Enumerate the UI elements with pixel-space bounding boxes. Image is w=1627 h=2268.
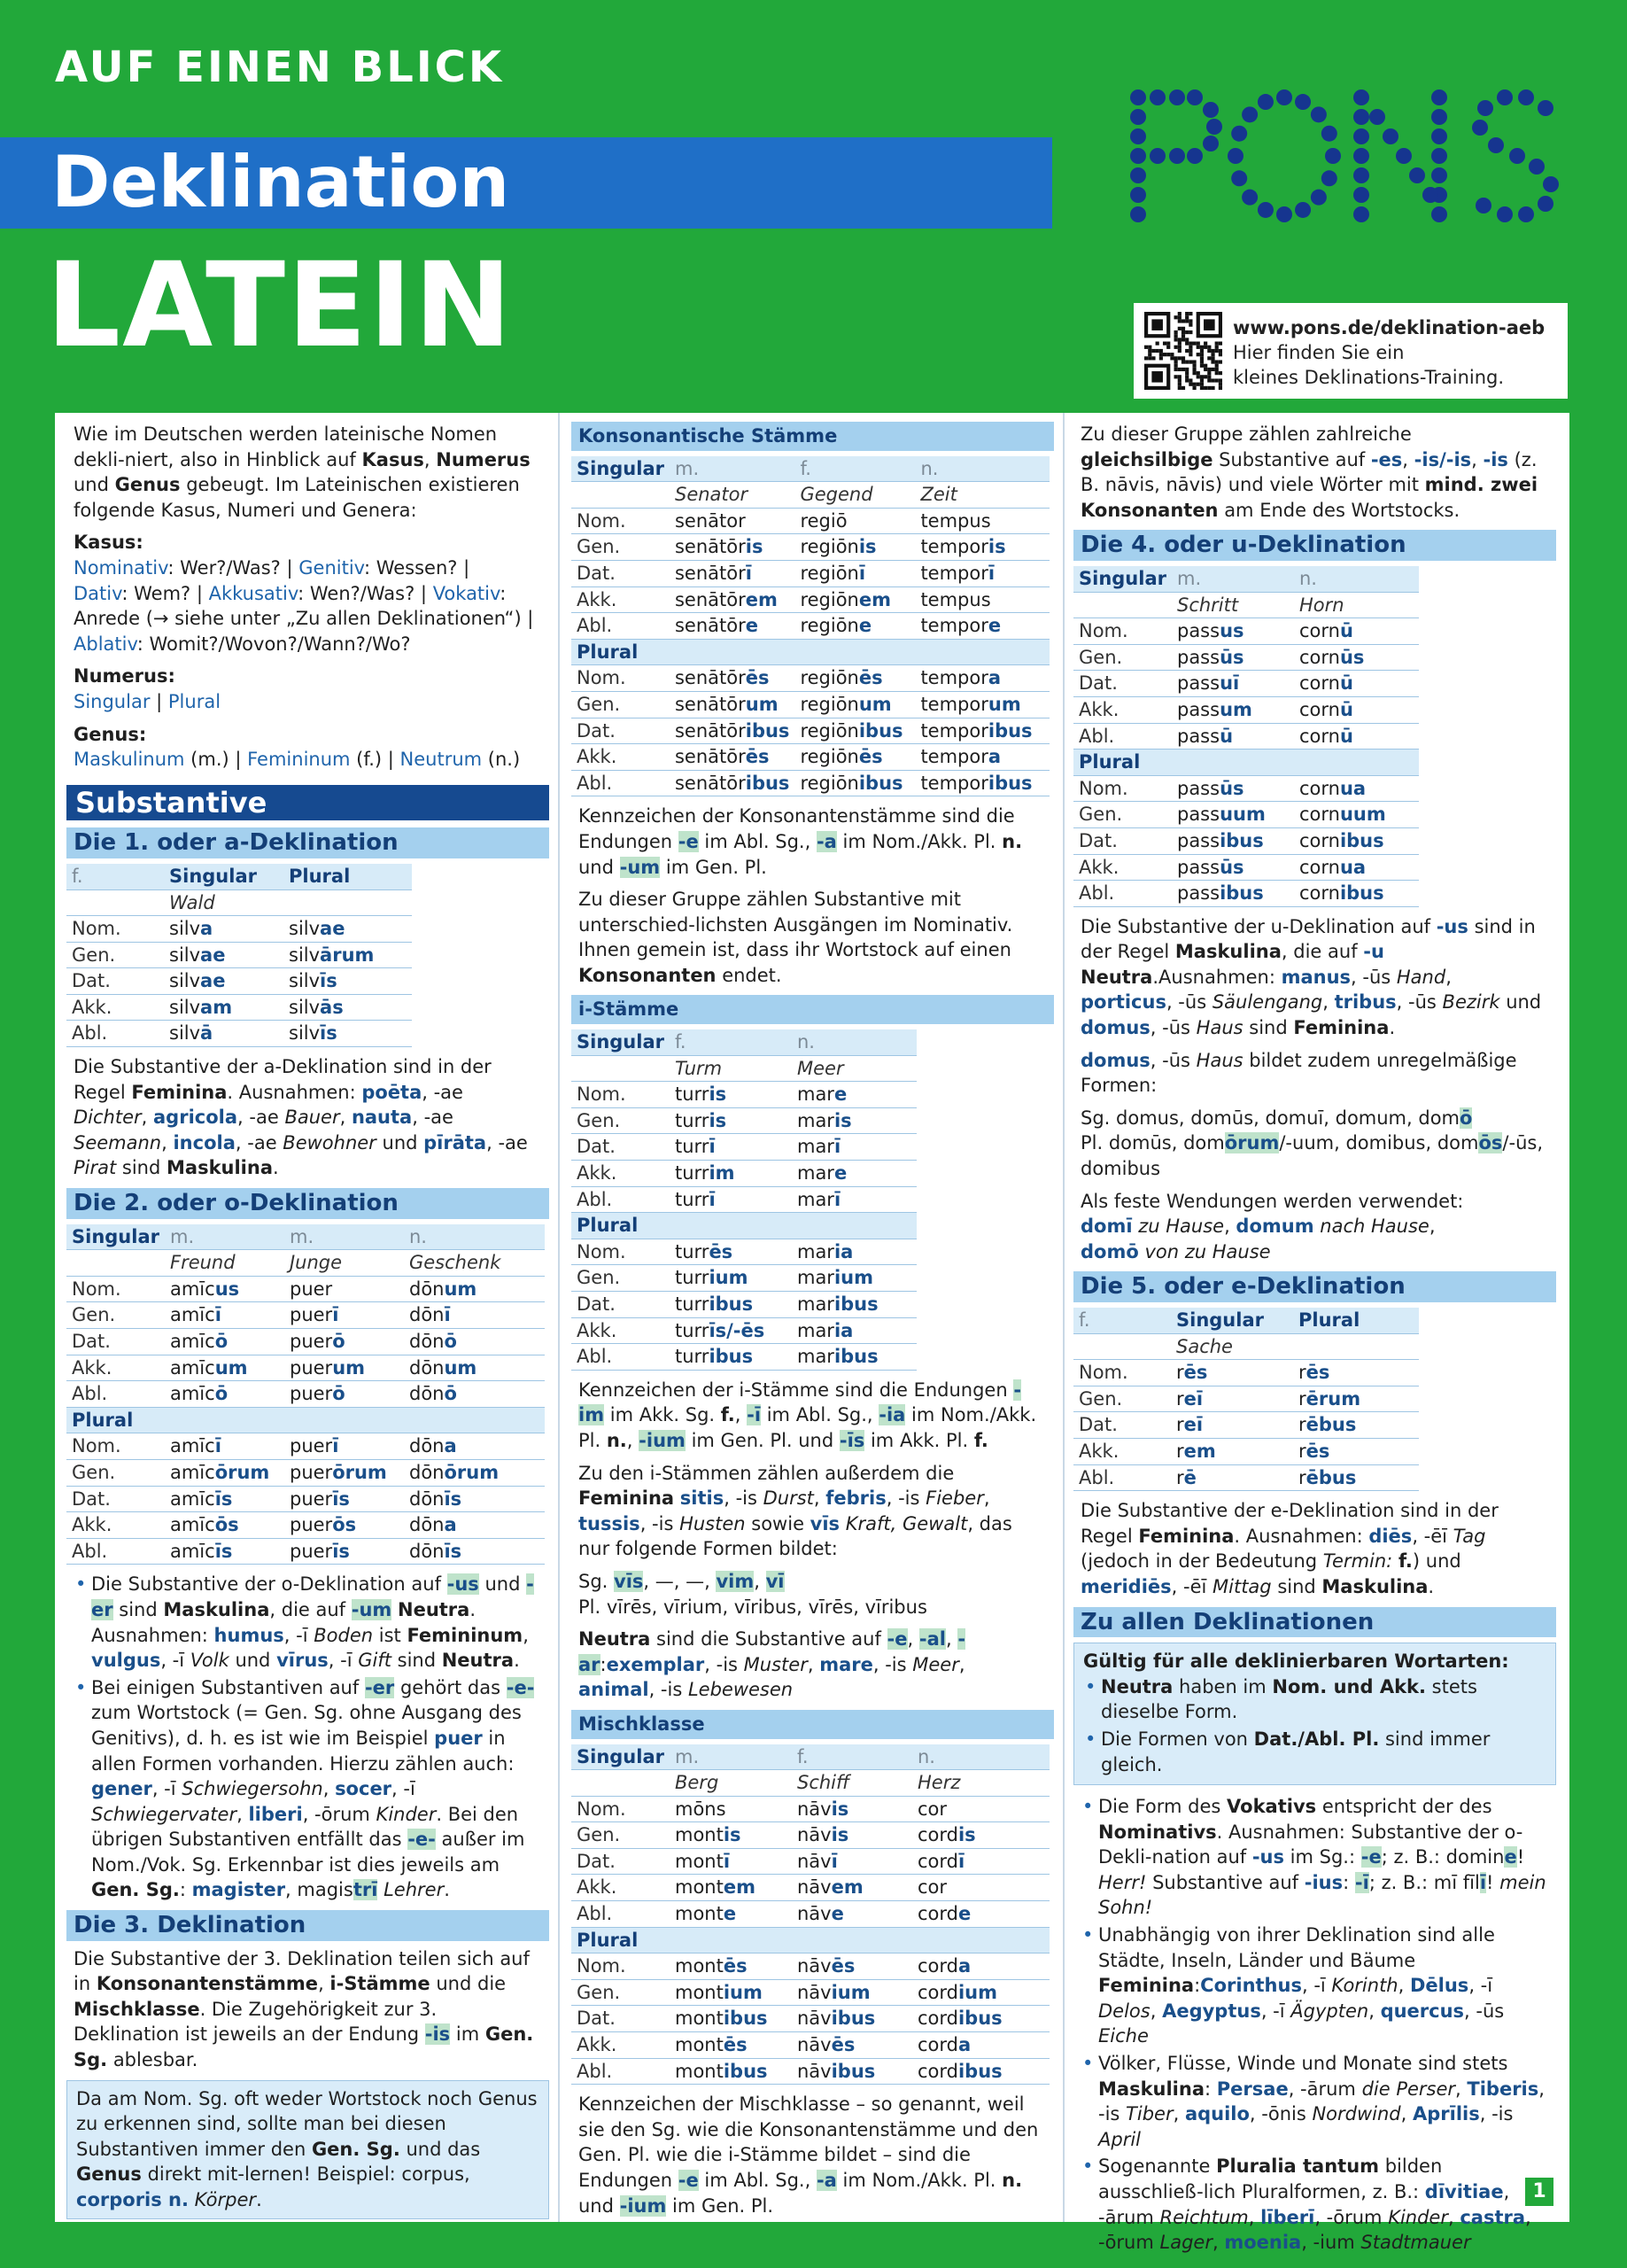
pons-logo [1129, 89, 1572, 230]
table-row: Dat. senātōrī regiōnī temporī [571, 560, 1050, 586]
table-row: Nom. turris mare [571, 1082, 917, 1108]
table-row: Gen. amīcōrum puerōrum dōnōrum [66, 1459, 545, 1486]
u-note-2: domus, -ūs Haus bildet zudem unregelmäßige Formen: [1081, 1049, 1517, 1097]
e-note: Die Substantive der e-Deklination sind in der Regel Feminina. Ausnahmen: diēs, -ēī Tag (jedoch in der Bedeutung Termin: f.) und meridiēs, -ēī Mittag sind Maskulina. [1081, 1500, 1499, 1597]
table-row: Gen. passūs cornūs [1073, 644, 1419, 671]
table-row: Gen. turris maris [571, 1107, 917, 1134]
o-deklination-notes [74, 1572, 542, 1903]
list-item: • Die Form des Vokativs entspricht der des Nominativs. Ausnahmen: Substantive der o-Dekli-nation auf -us im Sg.: -e; z. B.: domine! Herr! Substantive auf -ius: -ī; z. B.: mī fīlī! mein Sohn! [1081, 1794, 1549, 1921]
list-item: • Sogenannte Pluralia tantum bilden ausschließ-lich Pluralformen, z. B.: dīvitiae, -ārum Reichtum, līberī, -ōrum Kinder, castra, -ōrum Lager, moenia, -ium Stadtmauer [1081, 2154, 1549, 2255]
table-row: Dat. silvae silvīs [66, 968, 412, 995]
table-row: Gen. turrium marium [571, 1265, 917, 1292]
misch-note: Kennzeichen der Mischklasse – so genannt, weil sie den Sg. wie die Konsonantenstämme und den Gen. Pl. wie die i-Stämme bildet – sind die Endungen -e im Abl. Sg., -a im Nom./Akk. Pl. n. und -ium im Gen. Pl. [578, 2093, 1039, 2217]
section-i-staemme: i-Stämme [571, 995, 1054, 1024]
table-row: Akk. senātōrem regiōnem tempus [571, 586, 1050, 613]
section-3-deklination: Die 3. Deklination [66, 1910, 549, 1941]
table-row: Akk. passūs cornua [1073, 854, 1419, 881]
table-row: Akk. turrim mare [571, 1161, 917, 1187]
kons-note-1: Kennzeichen der Konsonantenstämme sind die Endungen -e im Abl. Sg., -a im Nom./Akk. Pl. n. und -um im Gen. Pl. [578, 805, 1023, 878]
genus-list: Maskulinum (m.) | Femininum (f.) | Neutrum (n.) [74, 749, 521, 771]
table-row: Gen. amīcī puerī dōnī [66, 1302, 545, 1329]
table-row: Nom. silva silvae [66, 916, 412, 943]
i-note-2: Zu den i-Stämmen zählen außerdem die Feminina sitis, -is Durst, febris, -is Fieber, tussis, -is Husten sowie vīs Kraft, Gewalt, das nur folgende Formen bildet: [578, 1462, 1012, 1560]
table-a-deklination: f. Singular Plural Wald Nom. silva silvae Gen. silvae silvārum Dat. silvae silvīs Akk. silvam silvās Abl. silvā silvīs [66, 864, 412, 1047]
section-mischklasse: Mischklasse [571, 1710, 1054, 1739]
table-row: Nom. amīcus puer dōnum [66, 1276, 545, 1302]
table-row: Nom. mōns nāvis cor [571, 1796, 1050, 1822]
table-row: Abl. passibus cornibus [1073, 881, 1419, 907]
domus-forms: Sg. domus, domūs, domuī, domum, domō Pl. domūs, domōrum/-uum, domibus, domōs/-ūs, domibus [1081, 1107, 1544, 1180]
table-row: Gen. passuum cornuum [1073, 802, 1419, 828]
fixed-phrases: Als feste Wendungen werden verwendet: domī zu Hause, domum nach Hause, domō von zu Hause [1081, 1190, 1464, 1262]
section-u-deklination: Die 4. oder u-Deklination [1073, 530, 1556, 561]
section-zu-allen-deklinationen: Zu allen Deklinationen [1073, 1607, 1556, 1638]
table-row: Nom. rēs rēs [1073, 1360, 1419, 1386]
table-row: Akk. passum cornū [1073, 696, 1419, 723]
i-note-1: Kennzeichen der i-Stämme sind die Endungen -im im Akk. Sg. f., -ī im Abl. Sg., -ia im Nom./Akk. Pl. n., -ium im Gen. Pl. und -īs im Akk. Pl. f. [578, 1379, 1037, 1451]
title-latein: LATEIN [46, 237, 514, 374]
table-row: Abl. amīcīs puerīs dōnīs [66, 1538, 545, 1565]
table-row: Gen. senātōrum regiōnum temporum [571, 691, 1050, 718]
section-substantive: Substantive [66, 785, 549, 821]
table-row: Akk. amīcum puerum dōnum [66, 1355, 545, 1381]
table-i-staemme: Singular f. n. Turm Meer Nom. turris mare Gen. turris maris Dat. turrī marī Akk. turrim mare Abl. turrī marī Plural Nom. turrēs maria Gen. turrium marium Dat. turribus maribus Akk. turrīs/-ēs maria Abl. turribus maribus [571, 1029, 917, 1371]
list-item: • Die Formen von Dat./Abl. Pl. sind immer gleich. [1083, 1727, 1546, 1777]
table-row: Nom. senātor regiō tempus [571, 508, 1050, 534]
kasus-list: Nominativ: Wer?/Was? | Genitiv: Wessen? | Dativ: Wem? | Akkusativ: Wen?/Was? | Vokativ: Anrede (→ siehe unter „Zu allen Deklinationen“) | Ablativ: Womit?/Wovon?/Wann?/Wo? [74, 556, 534, 655]
table-row: Dat. amīcō puerō dōnō [66, 1329, 545, 1355]
table-row: Akk. montem nāvem cor [571, 1875, 1050, 1901]
table-row: Dat. montibus nāvibus cordibus [571, 2006, 1050, 2032]
table-a-rows [66, 916, 412, 1047]
qr-line3: kleines Deklinations-Training. [1233, 367, 1505, 388]
table-e-deklination: f. Singular Plural Sache Nom. rēs rēs Gen. reī rērum Dat. reī rēbus Akk. rem rēs Abl. rē rēbus [1073, 1308, 1419, 1491]
column-divider [558, 413, 560, 2222]
column-2 [571, 418, 1054, 2225]
table-konsonantenstaemme: Singular m. f. n. Senator Gegend Zeit Nom. senātor regiō tempus Gen. senātōris regiōnis temporis Dat. senātōrī regiōnī temporī Akk. senātōrem regiōnem tempus Abl. senātōre regiōne tempore Plural Nom. senātōrēs regiōnēs tempora Gen. senātōrum regiōnum temporum Dat. senātōribus regiōnibus temporibus Akk. senātōrēs regiōnēs tempora Abl. senātōribus regiōnibus temporibus [571, 456, 1050, 797]
table-row: Dat. montī nāvī cordī [571, 1848, 1050, 1875]
table-o-deklination: Singular m. m. n. Freund Junge Geschenk Nom. amīcus puer dōnum Gen. amīcī puerī dōnī Dat. amīcō puerō dōnō Akk. amīcum puerum dōnum Abl. amīcō puerō dōnō Plural Nom. amīcī puerī dōna Gen. amīcōrum puerōrum dōnōrum Dat. amīcīs puerīs dōnīs Akk. amīcōs puerōs dōna Abl. amīcīs puerīs dōnīs [66, 1224, 545, 1565]
table-row: Abl. rē rēbus [1073, 1464, 1419, 1491]
table-row: Akk. montēs nāvēs corda [571, 2032, 1050, 2059]
table-row: Akk. turrīs/-ēs maria [571, 1317, 917, 1344]
table-row: Abl. silvā silvīs [66, 1021, 412, 1047]
table-row: Gen. reī rērum [1073, 1386, 1419, 1412]
table-row: Abl. senātōribus regiōnibus temporibus [571, 770, 1050, 796]
table-row: Dat. senātōribus regiōnibus temporibus [571, 718, 1050, 744]
all-declensions-box: Gültig für alle deklinierbaren Wortarten: • Neutra haben im Nom. und Akk. stets dieselbe Form. • Die Formen von Dat./Abl. Pl. sind immer gleich. [1073, 1643, 1556, 1785]
table-row: Nom. turrēs maria [571, 1239, 917, 1265]
page-number: 1 [1525, 2178, 1553, 2206]
all-declensions-list [1081, 1794, 1549, 2256]
table-row: Dat. turrī marī [571, 1134, 917, 1161]
table-row: Gen. montium nāvium cordium [571, 1979, 1050, 2006]
table-row: Gen. senātōris regiōnis temporis [571, 534, 1050, 561]
table-row: Abl. senātōre regiōne tempore [571, 613, 1050, 640]
table-row: Gen. montis nāvis cordis [571, 1822, 1050, 1849]
u-note-1: Die Substantive der u-Deklination auf -us sind in der Regel Maskulina, die auf -u Neutra.Ausnahmen: manus, -ūs Hand, porticus, -ūs Säulengang, tribus, -ūs Bezirk und domus, -ūs Haus sind Feminina. [1081, 915, 1542, 1039]
table-row: Abl. turribus maribus [571, 1344, 917, 1371]
i-note-3: Neutra sind die Substantive auf -e, -al, -ar:exemplar, -is Muster, mare, -is Meer, animal, -is Lebewesen [578, 1628, 966, 1701]
table-row: Dat. turribus maribus [571, 1292, 917, 1318]
table-row: Dat. passibus cornibus [1073, 827, 1419, 854]
table-row: Abl. amīcō puerō dōnō [66, 1381, 545, 1408]
genus-heading: Genus: [74, 723, 147, 745]
kons-note-2: Zu dieser Gruppe zählen Substantive mit unterschied-lichsten Ausgängen im Nominativ. Ihnen gemein ist, dass ihr Wortstock auf einen Konsonanten endet. [578, 889, 1013, 986]
kasus-heading: Kasus: [74, 532, 143, 554]
intro-paragraph: Wie im Deutschen werden lateinische Nomen dekli-niert, also in Hinblick auf Kasus, Numerus und Genus gebeugt. Im Lateinischen existieren folgende Kasus, Numeri und Genera: [74, 423, 531, 521]
qr-line2: Hier finden Sie ein [1233, 342, 1405, 363]
table-row: Gen. silvae silvārum [66, 942, 412, 968]
d3-note-box: Da am Nom. Sg. oft weder Wortstock noch Genus zu erkennen sind, sollte man bei diesen Substantiven immer den Gen. Sg. und das Genus direkt mit-lernen! Beispiel: corpus, corporis n. Körper. [66, 2080, 549, 2219]
vis-forms: Sg. vīs, —, —, vim, vī Pl. vīrēs, vīrium, vīribus, vīrēs, vīribus [578, 1570, 927, 1618]
table-row: Nom. amīcī puerī dōna [66, 1433, 545, 1460]
column-divider [1063, 413, 1065, 2222]
table-row: Abl. turrī marī [571, 1186, 917, 1213]
section-o-deklination: Die 2. oder o-Deklination [66, 1188, 549, 1219]
title-deklination: Deklination [51, 141, 510, 223]
qr-code-icon[interactable] [1144, 312, 1222, 390]
numerus-heading: Numerus: [74, 665, 175, 687]
table-row: Dat. amīcīs puerīs dōnīs [66, 1486, 545, 1512]
table-row: Akk. rem rēs [1073, 1438, 1419, 1464]
table-row: Abl. monte nāve corde [571, 1901, 1050, 1928]
table-row: Dat. passuī cornū [1073, 671, 1419, 697]
table-row: Nom. senātōrēs regiōnēs tempora [571, 665, 1050, 692]
table-u-deklination: Singular m. n. Schritt Horn Nom. passus cornū Gen. passūs cornūs Dat. passuī cornū Akk. passum cornū Abl. passū cornū Plural Nom. passūs cornua Gen. passuum cornuum Dat. passibus cornibus Akk. passūs cornua Abl. passibus cornibus [1073, 566, 1419, 907]
list-item: • Völker, Flüsse, Winde und Monate sind stets Maskulina: Persae, -ārum die Perser, Tiberis, -is Tiber, aquilo, -ōnis Nordwind, Aprīlis, -is April [1081, 2051, 1549, 2152]
table-mischklasse: Singular m. f. n. Berg Schiff Herz Nom. mōns nāvis cor Gen. montis nāvis cordis Dat. montī nāvī cordī Akk. montem nāvem cor Abl. monte nāve corde Plural Nom. montēs nāvēs corda Gen. montium nāvium cordium Dat. montibus nāvibus cordibus Akk. montēs nāvēs corda Abl. montibus nāvibus cordibus [571, 1744, 1050, 2085]
qr-text [1233, 315, 1545, 390]
a-deklination-note: Die Substantive der a-Deklination sind in der Regel Feminina. Ausnahmen: poēta, -ae Dichter, agricola, -ae Bauer, nauta, -ae Seemann, incola, -ae Bewohner und pīrāta, -ae Pirat sind Maskulina. [74, 1056, 528, 1179]
list-item: • Bei einigen Substantiven auf -er gehört das -e- zum Wortstock (= Gen. Sg. ohne Ausgang des Genitivs), d. h. es ist wie im Beispiel puer in allen Formen vorhanden. Hierzu zählen auch: gener, -ī Schwiegersohn, socer, -ī Schwiegervater, liberi, -ōrum Kinder. Bei den übrigen Substantiven entfällt das -e- außer im Nom./Vok. Sg. Erkennbar ist dies jeweils am Gen. Sg.: magister, magistrī Lehrer. [74, 1675, 542, 1903]
d3-paragraph: Die Substantive der 3. Deklination teilen sich auf in Konsonantenstämme, i-Stämme und die Mischklasse. Die Zugehörigkeit zur 3. Deklination ist jeweils an der Endung -is im Gen. Sg. ablesbar. [74, 1947, 534, 2071]
table-row: Akk. silvam silvās [66, 994, 412, 1021]
table-row: Akk. amīcōs puerōs dōna [66, 1512, 545, 1539]
gleichsilbig-note: Zu dieser Gruppe zählen zahlreiche gleichsilbige Substantive auf -es, -is/-is, -is (z. B. nāvis, nāvis) und viele Wörter mit mind. zwei Konsonanten am Ende des Wortstocks. [1081, 423, 1538, 521]
section-e-deklination: Die 5. oder e-Deklination [1073, 1271, 1556, 1302]
section-konsonantische-staemme: Konsonantische Stämme [571, 422, 1054, 451]
table-row: Abl. montibus nāvibus cordibus [571, 2058, 1050, 2085]
table-row: Nom. montēs nāvēs corda [571, 1953, 1050, 1980]
section-a-deklination: Die 1. oder a-Deklination [66, 827, 549, 858]
table-row: Abl. passū cornū [1073, 723, 1419, 750]
column-1 [66, 418, 549, 2226]
column-3 [1073, 418, 1556, 2263]
numerus-list: Singular | Plural [74, 690, 221, 712]
list-item: • Unabhängig von ihrer Deklination sind alle Städte, Inseln, Länder und Bäume Feminina:Corinthus, -ī Korinth, Dēlus, -ī Delos, Aegyptus, -ī Ägypten, quercus, -ūs Eiche [1081, 1922, 1549, 2049]
kicker: AUF EINEN BLICK [55, 43, 505, 92]
table-row: Nom. passūs cornua [1073, 775, 1419, 802]
table-row: Dat. reī rēbus [1073, 1412, 1419, 1439]
list-item: • Neutra haben im Nom. und Akk. stets dieselbe Form. [1083, 1674, 1546, 1725]
qr-box[interactable] [1134, 303, 1568, 399]
qr-url[interactable]: www.pons.de/deklination-aeb [1233, 317, 1546, 338]
list-item: • Die Substantive der o-Deklination auf -us und -er sind Maskulina, die auf -um Neutra. Ausnahmen: humus, -ī Boden ist Femininum, vulgus, -ī Volk und vīrus, -ī Gift sind Neutra. [74, 1572, 542, 1673]
table-row: Nom. passus cornū [1073, 618, 1419, 645]
table-row: Akk. senātōrēs regiōnēs tempora [571, 744, 1050, 771]
